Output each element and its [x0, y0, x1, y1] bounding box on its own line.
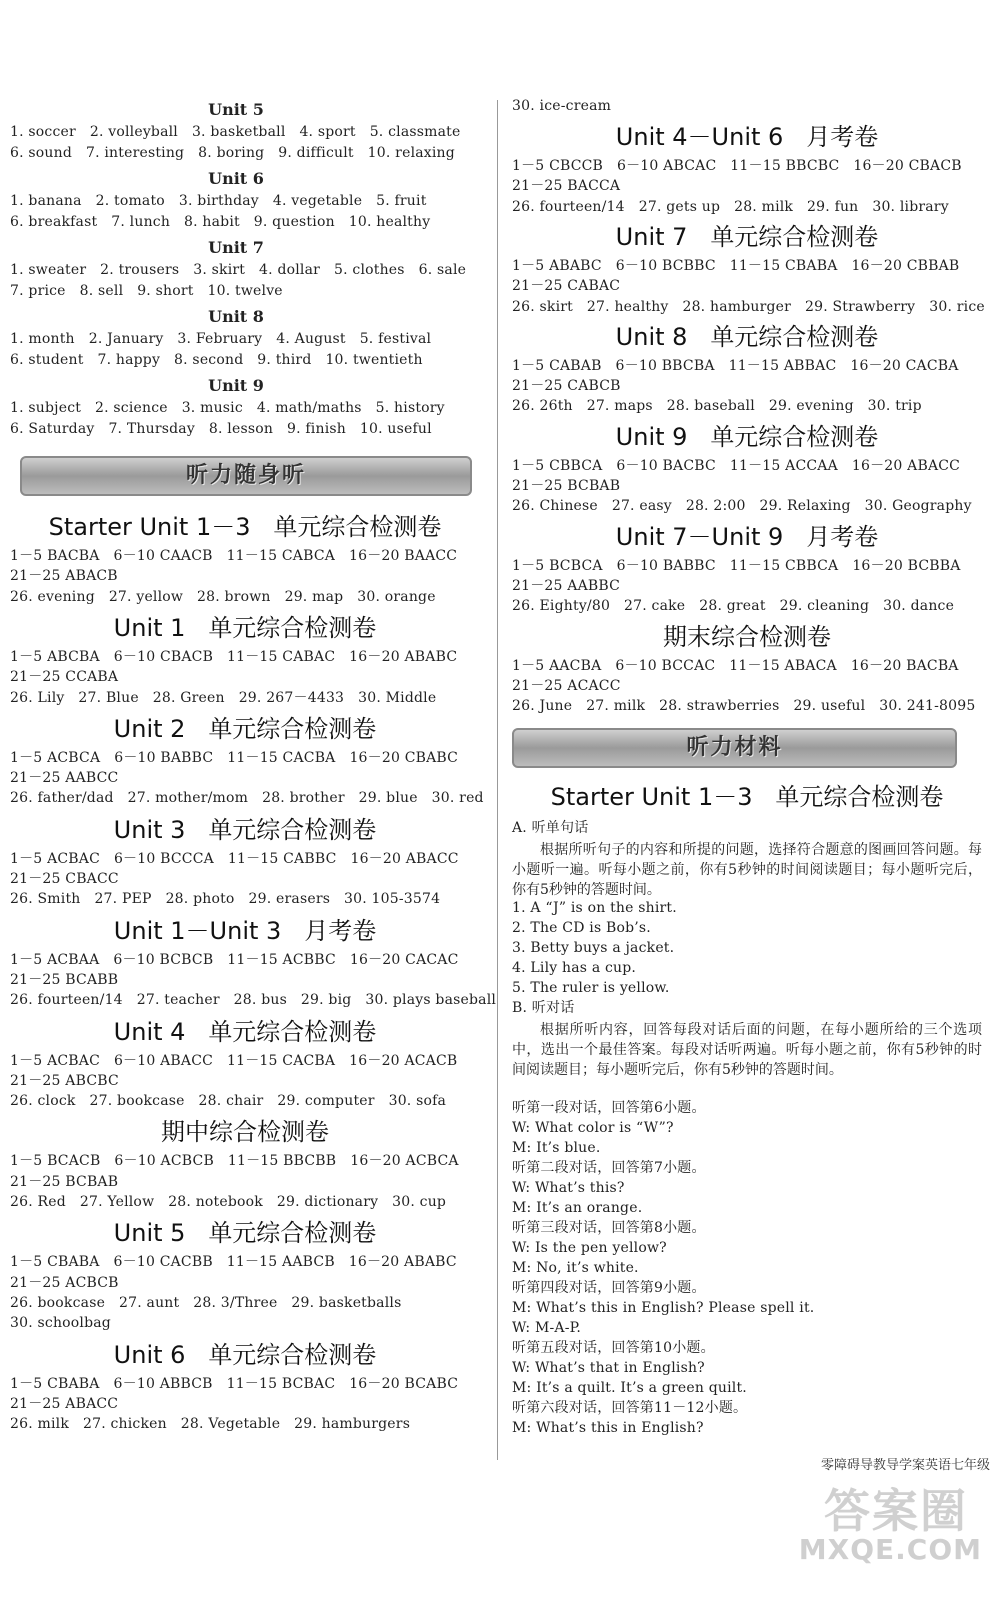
watermark-url: MXQE.COM — [798, 1533, 982, 1566]
answer-line: 21－25 CABAC — [512, 278, 621, 295]
answer-line: 30. ice-cream — [512, 98, 612, 114]
vocab-unit-heading: Unit 9 — [208, 376, 264, 395]
vocab-line: 1. month 2. January 3. February 4. August 5. festival — [10, 331, 432, 347]
answer-line: 21－25 BCBAB — [10, 1173, 119, 1190]
vocab-unit-heading: Unit 6 — [208, 169, 264, 188]
answer-line: 21－25 BACCA — [512, 178, 621, 195]
answer-line: 26. evening 27. yellow 28. brown 29. map 30. orange — [10, 588, 436, 605]
section-banner — [20, 456, 472, 496]
watermark-logo — [792, 1475, 982, 1595]
section-title: Unit 4 单元综合检测卷 — [113, 1017, 377, 1046]
vocab-line: 1. banana 2. tomato 3. birthday 4. vegetable 5. fruit — [10, 193, 427, 209]
answer-line: 21－25 BCABB — [10, 971, 119, 988]
section-title: Unit 2 单元综合检测卷 — [113, 714, 377, 743]
vocab-line: 6. breakfast 7. lunch 8. habit 9. question 10. healthy — [10, 214, 431, 230]
script-line: W: M-A-P. — [512, 1320, 582, 1336]
vocab-line: 1. soccer 2. volleyball 3. basketball 4. sport 5. classmate — [10, 124, 461, 140]
section-title: 期中综合检测卷 — [161, 1118, 329, 1147]
script-line: M: It’s an orange. — [512, 1200, 643, 1216]
part-label: A. 听单句话 — [512, 820, 589, 836]
vocab-line: 6. student 7. happy 8. second 9. third 10. twentieth — [10, 352, 423, 368]
script-line: 听第二段对话，回答第7小题。 — [512, 1160, 706, 1176]
answer-line: 1－5 CBBCA 6－10 BACBC 11－15 ACCAA 16－20 ABACC — [512, 457, 961, 474]
answer-line: 26. Eighty/80 27. cake 28. great 29. cleaning 30. dance — [512, 598, 955, 615]
footer-book-title: 零障碍导教导学案英语七年级 — [820, 1458, 990, 1473]
answer-line: 26. bookcase 27. aunt 28. 3/Three 29. basketballs — [10, 1294, 402, 1311]
script-line: M: What’s this in English? — [512, 1420, 704, 1436]
section-title: Unit 4－Unit 6 月考卷 — [615, 123, 879, 151]
script-line: W: Is the pen yellow? — [512, 1240, 667, 1256]
section-banner — [512, 728, 957, 768]
answer-line: 26. June 27. milk 28. strawberries 29. useful 30. 241-8095 — [512, 698, 976, 715]
answer-line: 30. schoolbag — [10, 1315, 111, 1332]
answer-line: 21－25 ABACC — [10, 1395, 119, 1412]
answer-line: 1－5 CBCCB 6－10 ABCAC 11－15 BBCBC 16－20 CBACB — [512, 158, 962, 174]
answer-line: 21－25 CCABA — [10, 669, 119, 686]
watermark-text: 答案圈 — [824, 1484, 968, 1538]
answer-line: 1－5 CBABA 6－10 CACBB 11－15 AABCB 16－20 ABABC — [10, 1254, 457, 1271]
script-line: 听第四段对话，回答第9小题。 — [512, 1280, 706, 1296]
section-title: Unit 7 单元综合检测卷 — [615, 222, 879, 251]
answer-line: 21－25 ABCBC — [10, 1072, 119, 1089]
section-title: Unit 6 单元综合检测卷 — [113, 1340, 377, 1369]
answer-line: 21－25 CABCB — [512, 378, 621, 395]
section-title: Unit 3 单元综合检测卷 — [113, 815, 377, 844]
answer-line: 1－5 ACBAC 6－10 ABACC 11－15 CACBA 16－20 ACACB — [10, 1052, 458, 1069]
answer-line: 1－5 CBABA 6－10 ABBCB 11－15 BCBAC 16－20 BCABC — [10, 1375, 459, 1392]
answer-line: 1－5 BCACB 6－10 ACBCB 11－15 BBCBB 16－20 ACBCA — [10, 1153, 459, 1170]
answer-line: 1－5 CABAB 6－10 BBCBA 11－15 ABBAC 16－20 CACBA — [512, 357, 959, 374]
answer-line: 1－5 ACBAA 6－10 BCBCB 11－15 ACBBC 16－20 CACAC — [10, 951, 459, 968]
script-line: 听第一段对话，回答第6小题。 — [512, 1100, 706, 1116]
answer-line: 1－5 ABCBA 6－10 CBACB 11－15 CABAC 16－20 ABABC — [10, 648, 458, 665]
section-title: Starter Unit 1－3 单元综合检测卷 — [48, 513, 442, 541]
answer-line: 21－25 AABBC — [512, 577, 621, 594]
column-divider — [497, 100, 498, 1460]
vocab-unit-heading: Unit 7 — [208, 238, 264, 257]
script-line: 听第三段对话，回答第8小题。 — [512, 1220, 706, 1236]
answer-line: 21－25 AABCC — [10, 770, 119, 787]
part-label: B. 听对话 — [512, 1000, 575, 1016]
section-title: Unit 1 单元综合检测卷 — [113, 613, 377, 642]
answer-line: 26. fourteen/14 27. teacher 28. bus 29. big 30. plays baseball — [10, 992, 497, 1009]
script-line: 2. The CD is Bob’s. — [512, 920, 651, 936]
banner-label: 听力材料 — [686, 735, 783, 760]
vocab-line: 1. subject 2. science 3. music 4. math/maths 5. history — [10, 400, 445, 416]
script-line: 3. Betty buys a jacket. — [512, 940, 675, 956]
answer-line: 21－25 CBACC — [10, 871, 119, 887]
answer-line: 21－25 ABACB — [10, 568, 118, 585]
answer-line: 21－25 BCBAB — [512, 478, 621, 494]
instruction-paragraph: 根据所听内容，回答每段对话后面的问题，在每小题所给的三个选项中，选出一个最佳答案。每段对话听两遍。听每小题之前，你有5秒钟的时间阅读题目；每小题听完后，你有5秒钟的答题时间。 — [512, 1022, 982, 1078]
script-line: W: What’s that in English? — [512, 1360, 705, 1376]
answer-line: 1－5 ABABC 6－10 BCBBC 11－15 CBABA 16－20 CBBAB — [512, 257, 960, 274]
script-line: M: What’s this in English? Please spell it. — [512, 1300, 815, 1316]
script-line: W: What’s this? — [512, 1180, 625, 1196]
section-title: 期末综合检测卷 — [663, 622, 831, 651]
script-line: M: No, it’s white. — [512, 1260, 639, 1276]
answer-line: 1－5 BACBA 6－10 CAACB 11－15 CABCA 16－20 BAACC — [10, 548, 458, 564]
answer-line: 1－5 ACBAC 6－10 BCCCA 11－15 CABBC 16－20 ABACC — [10, 850, 459, 867]
section-title: Unit 7－Unit 9 月考卷 — [615, 522, 879, 551]
vocab-line: 1. sweater 2. trousers 3. skirt 4. dollar 5. clothes 6. sale — [10, 262, 467, 278]
answer-line: 26. father/dad 27. mother/mom 28. brother 29. blue 30. red — [10, 790, 484, 807]
vocab-line: 7. price 8. sell 9. short 10. twelve — [10, 283, 283, 299]
answer-line: 1－5 BCBCA 6－10 BABBC 11－15 CBBCA 16－20 BCBBA — [512, 557, 961, 574]
script-line: W: What color is “W”? — [512, 1120, 674, 1136]
answer-line: 1－5 AACBA 6－10 BCCAC 11－15 ABACA 16－20 BACBA — [512, 657, 959, 674]
material-title: Starter Unit 1－3 单元综合检测卷 — [550, 783, 944, 811]
vocab-unit-heading: Unit 5 — [208, 100, 264, 119]
banner-label: 听力随身听 — [185, 463, 306, 488]
answer-line: 26. Lily 27. Blue 28. Green 29. 267－4433 30. Middle — [10, 689, 437, 706]
vocab-unit-heading: Unit 8 — [208, 307, 264, 326]
instruction-paragraph: 根据所听句子的内容和所提的问题，选择符合题意的图画回答问题。每小题听一遍。听每小题之前，你有5秒钟的时间阅读题目；每小题听完后，你有5秒钟的答题时间。 — [512, 842, 982, 898]
script-line: 5. The ruler is yellow. — [512, 980, 670, 996]
answer-line: 26. Chinese 27. easy 28. 2:00 29. Relaxing 30. Geography — [512, 498, 972, 515]
script-line: 听第五段对话，回答第10小题。 — [512, 1340, 715, 1356]
section-title: Unit 9 单元综合检测卷 — [615, 422, 879, 451]
answer-line: 26. Smith 27. PEP 28. photo 29. erasers 30. 105-3574 — [10, 891, 441, 908]
script-line: 1. A “J” is on the shirt. — [512, 900, 677, 916]
answer-line: 21－25 ACBCB — [10, 1274, 119, 1291]
vocab-line: 6. Saturday 7. Thursday 8. lesson 9. finish 10. useful — [10, 421, 432, 437]
script-line: M: It’s blue. — [512, 1140, 601, 1156]
section-title: Unit 1－Unit 3 月考卷 — [113, 916, 377, 945]
answer-line: 26. skirt 27. healthy 28. hamburger 29. Strawberry 30. rice — [512, 298, 985, 315]
script-line: 4. Lily has a cup. — [512, 960, 637, 976]
answer-line: 26. Red 27. Yellow 28. notebook 29. dictionary 30. cup — [10, 1194, 447, 1210]
section-title: Unit 5 单元综合检测卷 — [113, 1219, 377, 1248]
answer-line: 1－5 ACBCA 6－10 BABBC 11－15 CACBA 16－20 CBABC — [10, 749, 459, 766]
answer-line: 26. milk 27. chicken 28. Vegetable 29. hamburgers — [10, 1416, 411, 1433]
section-title: Unit 8 单元综合检测卷 — [615, 322, 879, 351]
script-line: M: It’s a quilt. It’s a green quilt. — [512, 1380, 747, 1396]
answer-line: 26. 26th 27. maps 28. baseball 29. evening 30. trip — [512, 398, 922, 415]
answer-line: 26. clock 27. bookcase 28. chair 29. computer 30. sofa — [10, 1093, 447, 1110]
vocab-line: 6. sound 7. interesting 8. boring 9. difficult 10. relaxing — [10, 145, 455, 161]
script-line: 听第六段对话，回答第11－12小题。 — [512, 1400, 748, 1416]
answer-line: 21－25 ACACC — [512, 677, 621, 694]
answer-line: 26. fourteen/14 27. gets up 28. milk 29. fun 30. library — [512, 198, 949, 215]
